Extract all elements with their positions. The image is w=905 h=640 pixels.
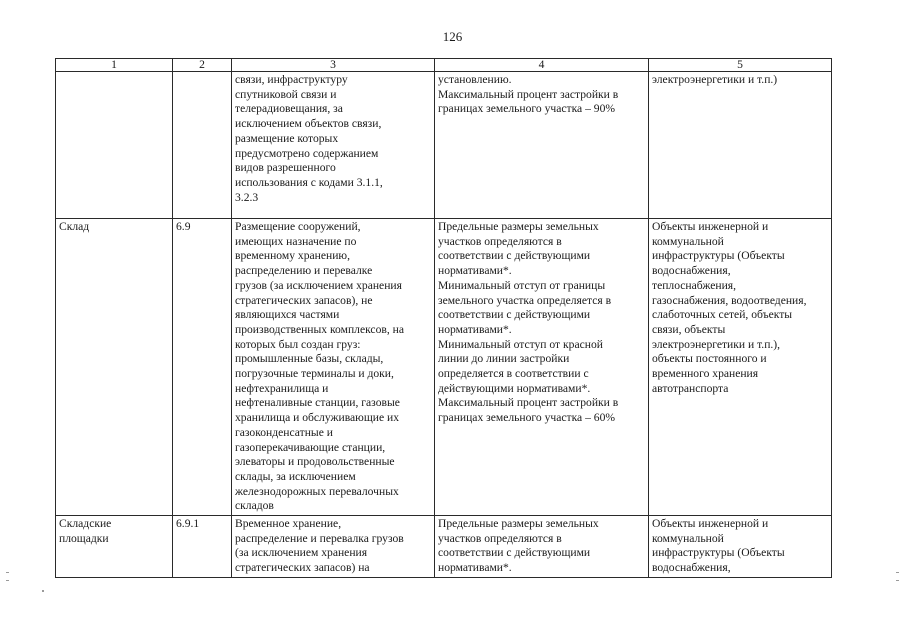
cell-use-description [232, 516, 435, 578]
cell-text-line: Предельные размеры земельных [438, 220, 599, 233]
scan-mark [896, 580, 899, 581]
cell-text-line: связи, объекты [652, 322, 726, 336]
cell-auxiliary-uses [649, 219, 832, 516]
cell-text-line: нефтехранилища и [235, 381, 329, 395]
cell-text-line: распределение и перевалка грузов [235, 531, 404, 545]
cell-text-line: временному хранению, [235, 249, 350, 263]
cell-text-line: площадки [59, 531, 109, 545]
cell-text-line: коммунальной [652, 531, 724, 545]
page-number: 126 [442, 29, 463, 44]
cell-use-description [232, 219, 435, 516]
table-row [56, 516, 832, 578]
cell-text-line: слаботочных сетей, объекты [652, 308, 793, 322]
cell-text-line: газоснабжения, водоотведения, [652, 293, 807, 307]
cell-text-line: линии до линии застройки [438, 352, 570, 366]
cell-text-line: складов [235, 499, 274, 513]
cell-text-line: Складские [59, 517, 112, 531]
cell-text-line: являющихся частями [235, 308, 340, 322]
column-header: 3 [232, 59, 435, 72]
cell-text-line: элеваторы и продовольственные [235, 455, 395, 469]
cell-text-line: Минимальный отступ от красной [438, 337, 603, 351]
cell-text-line: видов разрешенного [235, 161, 336, 175]
zoning-table [55, 58, 832, 578]
cell-text-line: автотранспорта [652, 381, 729, 395]
cell-text-line: предусмотрено содержанием [235, 146, 379, 160]
cell-text-line: Объекты инженерной и [652, 220, 769, 233]
cell-auxiliary-uses [649, 516, 832, 578]
table-header-row [56, 59, 832, 72]
cell-text-line: (за исключением хранения [235, 546, 368, 560]
cell-text-line: коммунальной [652, 234, 724, 248]
cell-text-line: водоснабжения, [652, 561, 731, 575]
cell-text-line: исключением объектов связи, [235, 117, 382, 131]
cell-text-line: Предельные размеры земельных [438, 517, 599, 531]
cell-text-line: Временное хранение, [235, 517, 342, 531]
column-header: 4 [435, 59, 649, 72]
cell-text-line: теплоснабжения, [652, 278, 737, 292]
column-header: 1 [56, 59, 173, 72]
cell-text-line: склады, за исключением [235, 469, 356, 483]
cell-text-line: использования с кодами 3.1.1, [235, 175, 383, 189]
cell-text-line: которых был создан груз: [235, 337, 361, 351]
cell-text-line: действующими нормативами*. [438, 381, 591, 395]
scan-mark [6, 580, 9, 581]
cell-text-line: 6.9.1 [176, 517, 200, 531]
cell-use-name [56, 219, 173, 516]
column-header: 2 [173, 59, 232, 72]
cell-text-line: размещение которых [235, 131, 339, 145]
cell-text-line: 3.2.3 [235, 190, 259, 204]
cell-auxiliary-uses [649, 72, 832, 219]
cell-text-line: Склад [59, 220, 90, 233]
cell-text-line: Объекты инженерной и [652, 517, 769, 531]
cell-use-code [173, 516, 232, 578]
cell-use-name [56, 516, 173, 578]
cell-text-line: водоснабжения, [652, 264, 731, 278]
cell-text-line: нормативами*. [438, 264, 512, 278]
cell-text-line: земельного участка определяется в [438, 293, 612, 307]
cell-text-line: соответствии с действующими [438, 308, 591, 322]
cell-text-line: нормативами*. [438, 322, 512, 336]
cell-text-line: хранилища и обслуживающие их [235, 411, 400, 425]
cell-text-line: границах земельного участка – 60% [438, 411, 616, 425]
cell-text-line: нефтеналивные станции, газовые [235, 396, 400, 410]
cell-text-line: Размещение сооружений, [235, 220, 361, 233]
cell-text-line: имеющих назначение по [235, 234, 357, 248]
cell-text-line: телерадиовещания, за [235, 102, 343, 116]
cell-use-description [232, 72, 435, 219]
cell-text-line: инфраструктуры (Объекты [652, 249, 785, 263]
cell-text-line: границах земельного участка – 90% [438, 102, 616, 116]
cell-text-line: временного хранения [652, 367, 759, 381]
cell-text-line: связи, инфраструктуру [235, 73, 348, 86]
cell-text-line: участков определяются в [438, 531, 562, 545]
column-header: 5 [649, 59, 832, 72]
cell-text-line: промышленные базы, склады, [235, 352, 384, 366]
table-row [56, 72, 832, 219]
cell-text-line: стратегических запасов), не [235, 293, 373, 307]
scan-mark [6, 572, 9, 573]
cell-text-line: производственных комплексов, на [235, 322, 404, 336]
cell-use-code [173, 72, 232, 219]
cell-text-line: распределению и перевалке [235, 264, 373, 278]
cell-text-line: соответствии с действующими [438, 546, 591, 560]
cell-text-line: 6.9 [176, 220, 191, 233]
cell-text-line: определяется в соответствии с [438, 367, 589, 381]
cell-text-line: Максимальный процент застройки в [438, 87, 619, 101]
cell-text-line: Максимальный процент застройки в [438, 396, 619, 410]
cell-text-line: инфраструктуры (Объекты [652, 546, 785, 560]
cell-text-line: нормативами*. [438, 561, 512, 575]
cell-text-line: железнодорожных перевалочных [235, 484, 399, 498]
table-row [56, 219, 832, 516]
cell-text-line: спутниковой связи и [235, 87, 337, 101]
cell-text-line: электроэнергетики и т.п.), [652, 337, 781, 351]
scan-mark [42, 590, 44, 592]
cell-use-name [56, 72, 173, 219]
cell-text-line: грузов (за исключением хранения [235, 278, 402, 292]
cell-text-line: погрузочные терминалы и доки, [235, 367, 394, 381]
cell-text-line: газоперекачивающие станции, [235, 440, 386, 454]
cell-use-code [173, 219, 232, 516]
cell-text-line: Минимальный отступ от границы [438, 278, 606, 292]
cell-text-line: газоконденсатные и [235, 425, 333, 439]
cell-text-line: объекты постоянного и [652, 352, 767, 366]
cell-text-line: электроэнергетики и т.п.) [652, 73, 778, 86]
cell-building-parameters [435, 516, 649, 578]
cell-text-line: участков определяются в [438, 234, 562, 248]
cell-text-line: соответствии с действующими [438, 249, 591, 263]
cell-text-line: установлению. [438, 73, 512, 86]
scan-mark [896, 572, 899, 573]
cell-building-parameters [435, 72, 649, 219]
cell-text-line: стратегических запасов) на [235, 561, 370, 575]
cell-building-parameters [435, 219, 649, 516]
